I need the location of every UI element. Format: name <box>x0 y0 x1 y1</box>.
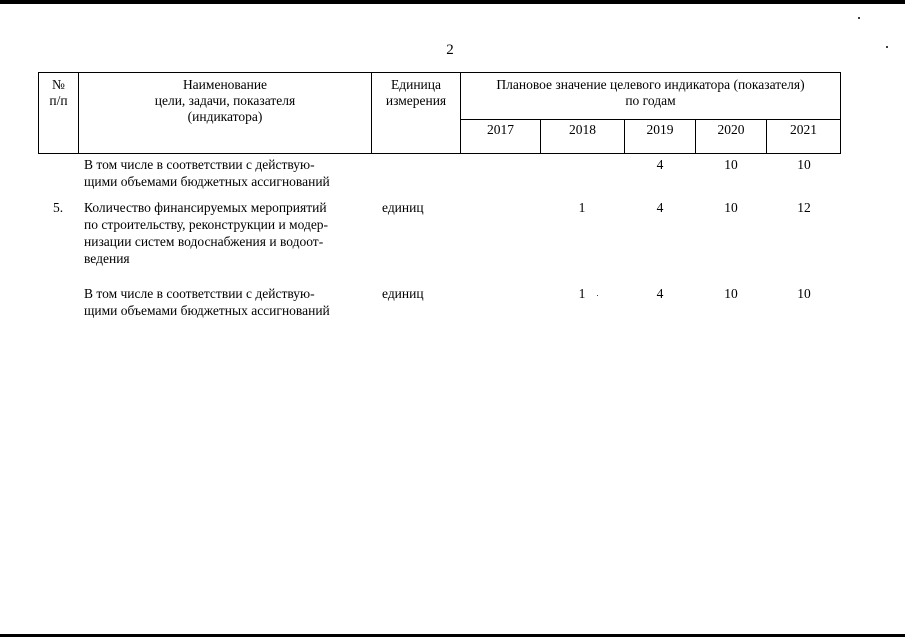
row-description: Количество финансируемых мероприятий по строительству, реконструкции и модер- низации систем водоснабжения и водоот- ведения <box>84 200 329 266</box>
row-description: В том числе в соответствии с действую- щими объемами бюджетных ассигнований <box>84 286 330 318</box>
header-num-cell <box>38 72 79 154</box>
header-num-label: № п/п <box>49 77 68 108</box>
header-year-label: 2017 <box>487 122 514 137</box>
header-year-cell <box>540 119 625 154</box>
header-year-label: 2019 <box>646 122 674 137</box>
top-border-line <box>0 0 905 4</box>
header-year-cell <box>624 119 696 154</box>
row-number: 5. <box>53 200 64 215</box>
header-plan-label: Плановое значение целевого индикатора (показателя) по годам <box>496 77 805 108</box>
page-number: 2 <box>446 42 454 58</box>
header-year-cell <box>460 119 541 154</box>
header-unit-label: Единица измерения <box>385 77 447 108</box>
row-value: 10 <box>797 157 811 172</box>
row-value: 4 <box>656 157 664 172</box>
header-plan-cell <box>460 72 841 120</box>
row-description: В том числе в соответствии с действую- щими объемами бюджетных ассигнований <box>84 157 330 189</box>
row-value: 10 <box>724 157 738 172</box>
header-name-cell <box>78 72 372 154</box>
header-year-cell <box>695 119 767 154</box>
row-unit: единиц <box>382 286 424 301</box>
row-value: 12 <box>797 200 811 215</box>
header-year-label: 2020 <box>717 122 745 137</box>
header-year-label: 2021 <box>790 122 817 137</box>
row-unit: единиц <box>382 200 424 215</box>
header-unit-cell <box>371 72 461 154</box>
scan-speck <box>858 17 860 19</box>
header-name-label: Наименование цели, задачи, показателя (индикатора) <box>154 77 296 124</box>
row-value: 4 <box>656 200 664 215</box>
row-value: 1 <box>578 200 586 215</box>
row-value: 10 <box>797 286 811 301</box>
row-value: 4 <box>656 286 664 301</box>
header-year-cell <box>766 119 841 154</box>
row-value: 10 <box>724 200 738 215</box>
scan-speck <box>886 46 888 48</box>
header-year-label: 2018 <box>569 122 596 137</box>
row-value: 10 <box>724 286 738 301</box>
row-value: 1 <box>578 286 586 301</box>
bottom-border-line <box>0 634 905 637</box>
